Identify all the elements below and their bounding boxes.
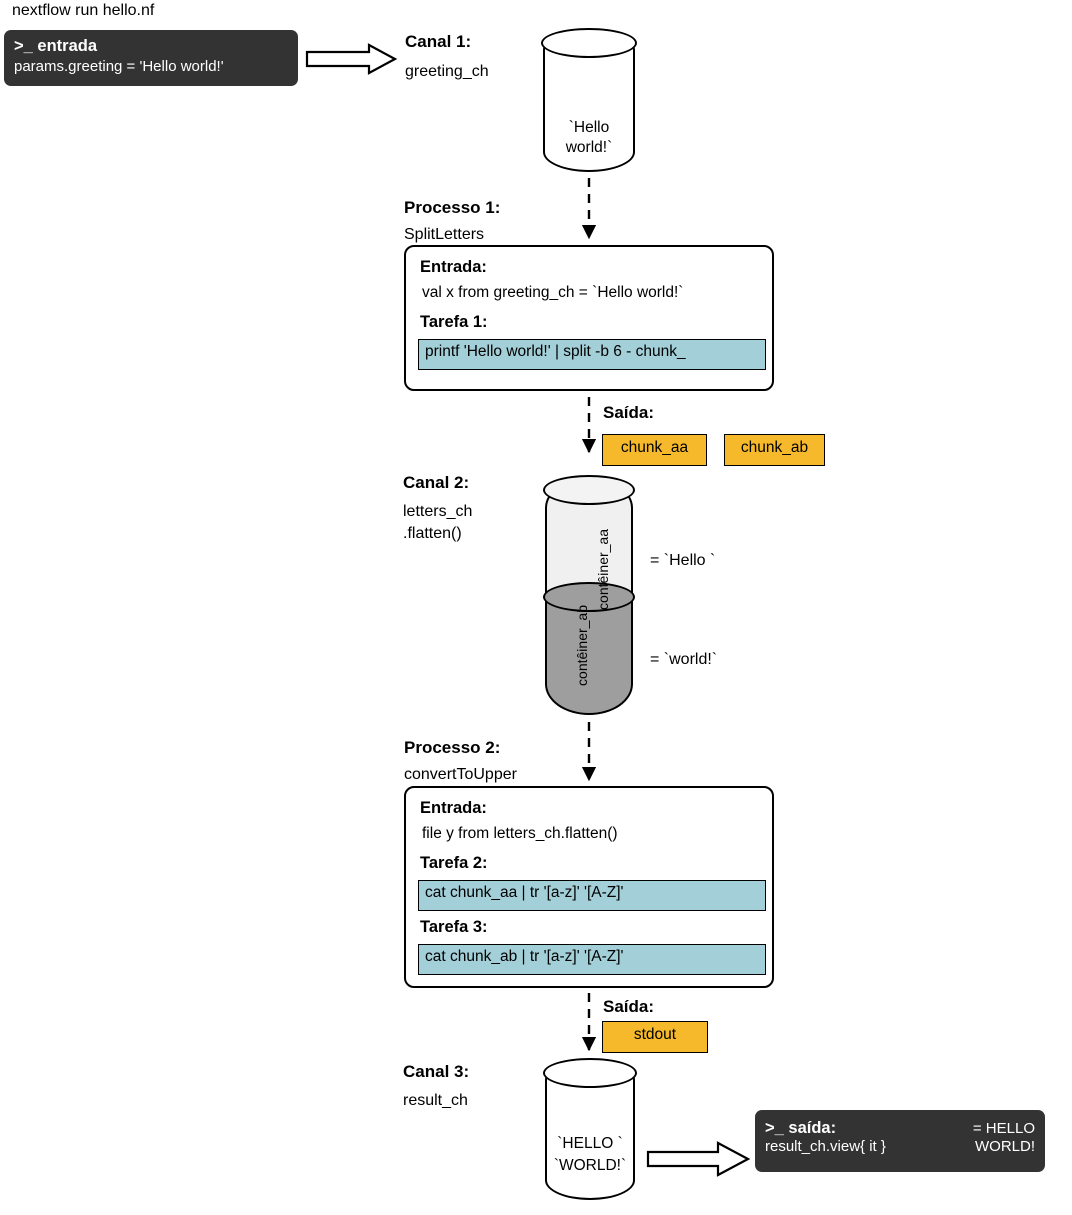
process1-input-label: Entrada: [420,258,487,276]
process2-title: Processo 2: [404,738,501,757]
channel1-name: greeting_ch [405,63,489,80]
terminal-output-box [755,1110,1045,1172]
output-chip-stdout: stdout [602,1021,708,1053]
arrow-channel3-to-output [648,1143,748,1175]
channel3-content-line1: `HELLO ` [557,1135,623,1152]
channel2-operator: .flatten() [403,525,462,542]
channel1-title: Canal 1: [405,32,472,51]
channel2-cylinder [545,477,633,715]
process2-task3-command: cat chunk_ab | tr '[a-z]' '[A-Z]' [418,944,766,975]
terminal-output-result-line1: = HELLO [972,1120,1035,1137]
process2-name: convertToUpper [404,766,517,783]
channel3-content-line2: `WORLD!` [553,1157,627,1174]
process1-box [404,245,774,391]
process1-output-label: Saída: [603,403,655,422]
process1-task-label: Tarefa 1: [420,313,488,331]
channel2-value-top: = `Hello ` [650,552,716,569]
process2-box [404,786,774,988]
process2-task3-label: Tarefa 3: [420,918,488,936]
terminal-output-prompt: >_ saída: [765,1119,837,1137]
output-chip-chunk-aa: chunk_aa [602,434,707,466]
process1-title: Processo 1: [404,198,501,217]
channel1-cylinder [543,30,635,172]
process2-task2-label: Tarefa 2: [420,854,488,872]
channel3-title: Canal 3: [403,1062,470,1081]
terminal-output-command: result_ch.view{ it } [765,1138,886,1155]
arrow-input-to-channel1 [307,45,395,73]
process2-input-text: file y from letters_ch.flatten() [422,825,618,842]
channel1-content-line1: `Hello [568,119,610,136]
process1-name: SplitLetters [404,226,485,243]
channel2-value-bottom: = `world!` [650,651,718,668]
terminal-output-row-command [765,1138,1035,1155]
channel2-container-bottom-label: contêiner_ab [574,605,590,686]
terminal-input-prompt: >_ entrada [14,37,97,55]
channel3-cylinder [545,1060,635,1200]
terminal-input-line: params.greeting = 'Hello world!' [14,57,224,75]
channel2-container-top-label: contêiner_aa [595,529,611,610]
process1-input-text: val x from greeting_ch = `Hello world!` [422,284,684,301]
terminal-output-row-prompt [765,1119,1035,1138]
output-chip-chunk-ab: chunk_ab [724,434,825,466]
command-line-text: nextflow run hello.nf [12,2,155,19]
channel2-title: Canal 2: [403,473,470,492]
channel3-name: result_ch [403,1092,468,1109]
channel1-content-line2: world!` [565,139,613,156]
terminal-output-result-line2: WORLD! [975,1138,1035,1155]
process2-output-label: Saída: [603,997,655,1016]
channel2-name: letters_ch [403,503,473,520]
process2-task2-command: cat chunk_aa | tr '[a-z]' '[A-Z]' [418,880,766,911]
process1-task-command: printf 'Hello world!' | split -b 6 - chunk_ [418,339,766,370]
process2-input-label: Entrada: [420,799,487,817]
terminal-input-box [4,30,298,86]
